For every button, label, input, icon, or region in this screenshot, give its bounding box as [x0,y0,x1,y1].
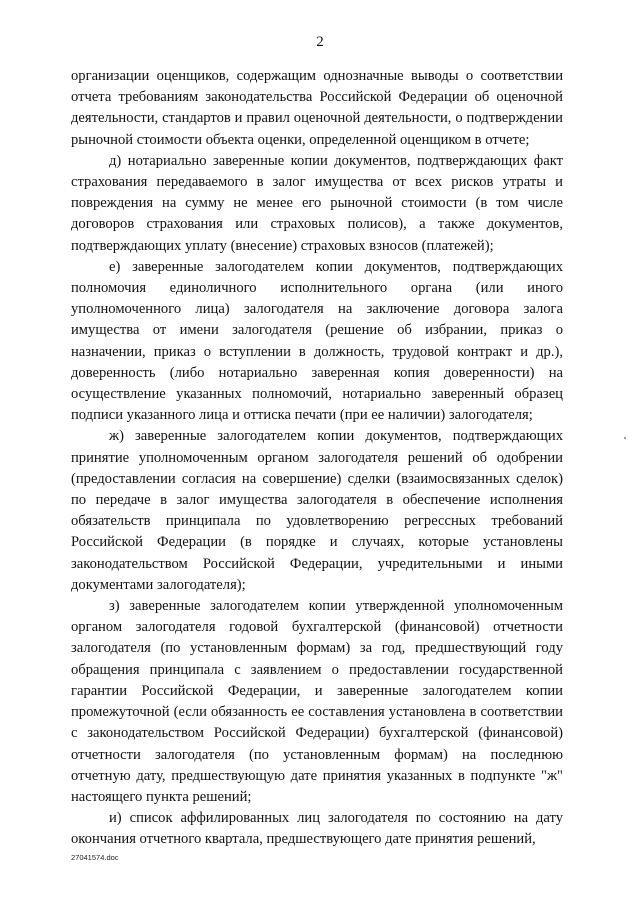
paragraph-item-i: и) список аффилированных лиц залогодателя по состоянию на дату окончания отчетного квартала, предшествующего дате принятия решений, [71,810,563,848]
paragraph-item-zh: ж) заверенные залогодателем копии документов, подтверждающих принятие уполномоченным органом залогодателя решений об одобрении (предоставлении согласия на совершение) сделки (взаимосвязанных сделок) по передаче в залог имущества залогодателя в обеспечение исполнения обязательств принципала по удовлетворению регрессных требований Российской Федерации (в порядке и случаях, которые установлены законодательством Российской Федерации, учредительными и иными документами залогодателя); [71,428,563,593]
page-number: 2 [316,34,324,50]
paragraph-item-d: д) нотариально заверенные копии документов, подтверждающих факт страхования передаваемого в залог имущества от всех рисков утраты и повреждения на сумму не менее его рыночной стоимости (в том числе договоров страхования или страховых полисов), а также документов, подтверждающих уплату (внесение) страховых взносов (платежей); [71,152,563,254]
paragraph-item-e: е) заверенные залогодателем копии документов, подтверждающих полномочия единоличного исполнительного органа (или иного уполномоченного лица) залогодателя на заключение договора залога имущества от имени залогодателя (решение об избрании, приказ о назначении, приказ о вступлении в должность, трудовой контракт и др.), доверенность (либо нотариально заверенная копия доверенности) на осуществление указанных полномочий, нотариально заверенный образец подписи указанного лица и оттиска печати (при ее наличии) залогодателя; [71,258,563,424]
paragraph-continuation: организации оценщиков, содержащим однозначные выводы о соответствии отчета требованиям законодательства Российской Федерации об оценочной деятельности, стандартов и правил оценочной деятельности, о подтверждении рыночной стоимости объекта оценки, определенной оценщиком в отчете; [71,68,563,148]
footer-document-code: 27041574.doc [71,853,119,862]
paragraph-item-z: з) заверенные залогодателем копии утвержденной уполномоченным органом залогодателя годовой бухгалтерской (финансовой) отчетности залогодателя (по установленным формам) за год, предшествующий году обращения принципала с заявлением о предоставлении государственной гарантии Российской Федерации, и заверенные залогодателем копии промежуточной (если обязанность ее составления установлена в соответствии с законодательством Российской Федерации) бухгалтерской (финансовой) отчетности залогодателя (по установленным формам) на последнюю отчетную дату, предшествующую дате принятия указанных в подпункте "ж" настоящего пункта решений; [71,598,563,805]
body-text [71,66,563,851]
margin-mark [624,437,626,439]
